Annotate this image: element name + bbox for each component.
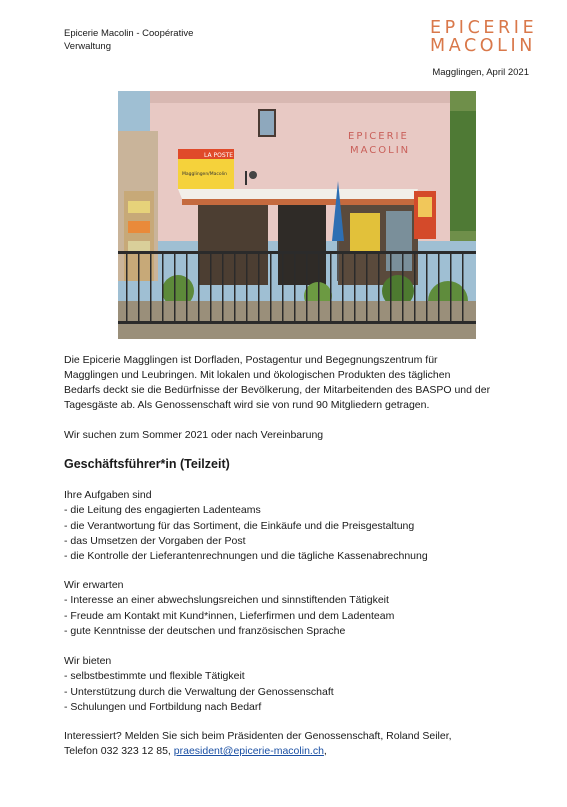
epicerie-macolin-logo	[430, 18, 538, 62]
offer-heading: Wir bieten	[64, 655, 112, 667]
letter-date: Magglingen, April 2021	[432, 67, 529, 78]
contact-suffix: ,	[323, 745, 327, 758]
list-item: - Schulungen und Fortbildung nach Bedarf	[64, 700, 262, 713]
contact-paragraph	[64, 729, 534, 760]
list-item: - Freude am Kontakt mit Kund*innen, Lieferfirmen und dem Ladenteam	[64, 609, 395, 622]
intro-line: Bedarfs deckt sie die Bedürfnisse der Bevölkerung, der Mitarbeitenden des BASPO und der	[64, 384, 491, 396]
intro-line: Magglingen und Leubringen. Mit lokalen und ökologischen Produkten des täglichen	[64, 369, 451, 381]
photo-sign-line-2: MACOLIN	[350, 145, 411, 156]
logo-line-1: EPICERIE	[430, 18, 538, 38]
shop-photo	[118, 91, 476, 339]
expectations-heading: Wir erwarten	[64, 579, 124, 591]
tasks-section	[64, 488, 534, 564]
org-department: Verwaltung	[64, 41, 112, 52]
expectations-section	[64, 578, 534, 639]
photo-post-sign: LA POSTE	[204, 152, 234, 159]
intro-line: Die Epicerie Magglingen ist Dorfladen, Postagentur und Begegnungszentrum für	[64, 354, 438, 366]
letterhead	[64, 27, 193, 53]
logo-line-2: MACOLIN	[430, 36, 536, 56]
list-item: - die Kontrolle der Lieferantenrechnungen und die tägliche Kassenabrechnung	[64, 550, 428, 563]
tasks-heading: Ihre Aufgaben sind	[64, 489, 152, 501]
list-item: - Interesse an einer abwechslungsreichen und sinnstiftenden Tätigkeit	[64, 594, 389, 607]
intro-line: Tagesgäste ab. Als Genossenschaft wird sie von rund 90 Mitgliedern getragen.	[64, 399, 430, 411]
svg-text:Magglingen/Macolin: Magglingen/Macolin	[182, 172, 227, 177]
list-item: - das Umsetzen der Vorgaben der Post	[64, 534, 246, 547]
list-item: - die Leitung des engagierten Ladenteams	[64, 504, 261, 517]
list-item: - selbstbestimmte und flexible Tätigkeit	[64, 670, 245, 683]
org-name: Epicerie Macolin - Coopérative	[64, 28, 194, 39]
email-link[interactable]: praesident@epicerie-macolin.ch	[173, 745, 324, 758]
contact-line: Interessiert? Melden Sie sich beim Präsidenten der Genossenschaft, Roland Seiler,	[64, 730, 452, 742]
offer-section	[64, 654, 534, 715]
job-title: Geschäftsführer*in (Teilzeit)	[64, 457, 230, 471]
list-item: - die Verantwortung für das Sortiment, die Einkäufe und die Preisgestaltung	[64, 519, 415, 532]
list-item: - Unterstützung durch die Verwaltung der Genossenschaft	[64, 685, 334, 698]
list-item: - gute Kenntnisse der deutschen und französischen Sprache	[64, 624, 346, 637]
photo-sign-line-1: EPICERIE	[348, 131, 409, 142]
phone-text: Telefon 032 323 12 85,	[64, 745, 174, 758]
search-statement: Wir suchen zum Sommer 2021 oder nach Vereinbarung	[64, 429, 324, 441]
intro-paragraph	[64, 353, 534, 413]
contact-line-2	[64, 744, 534, 759]
